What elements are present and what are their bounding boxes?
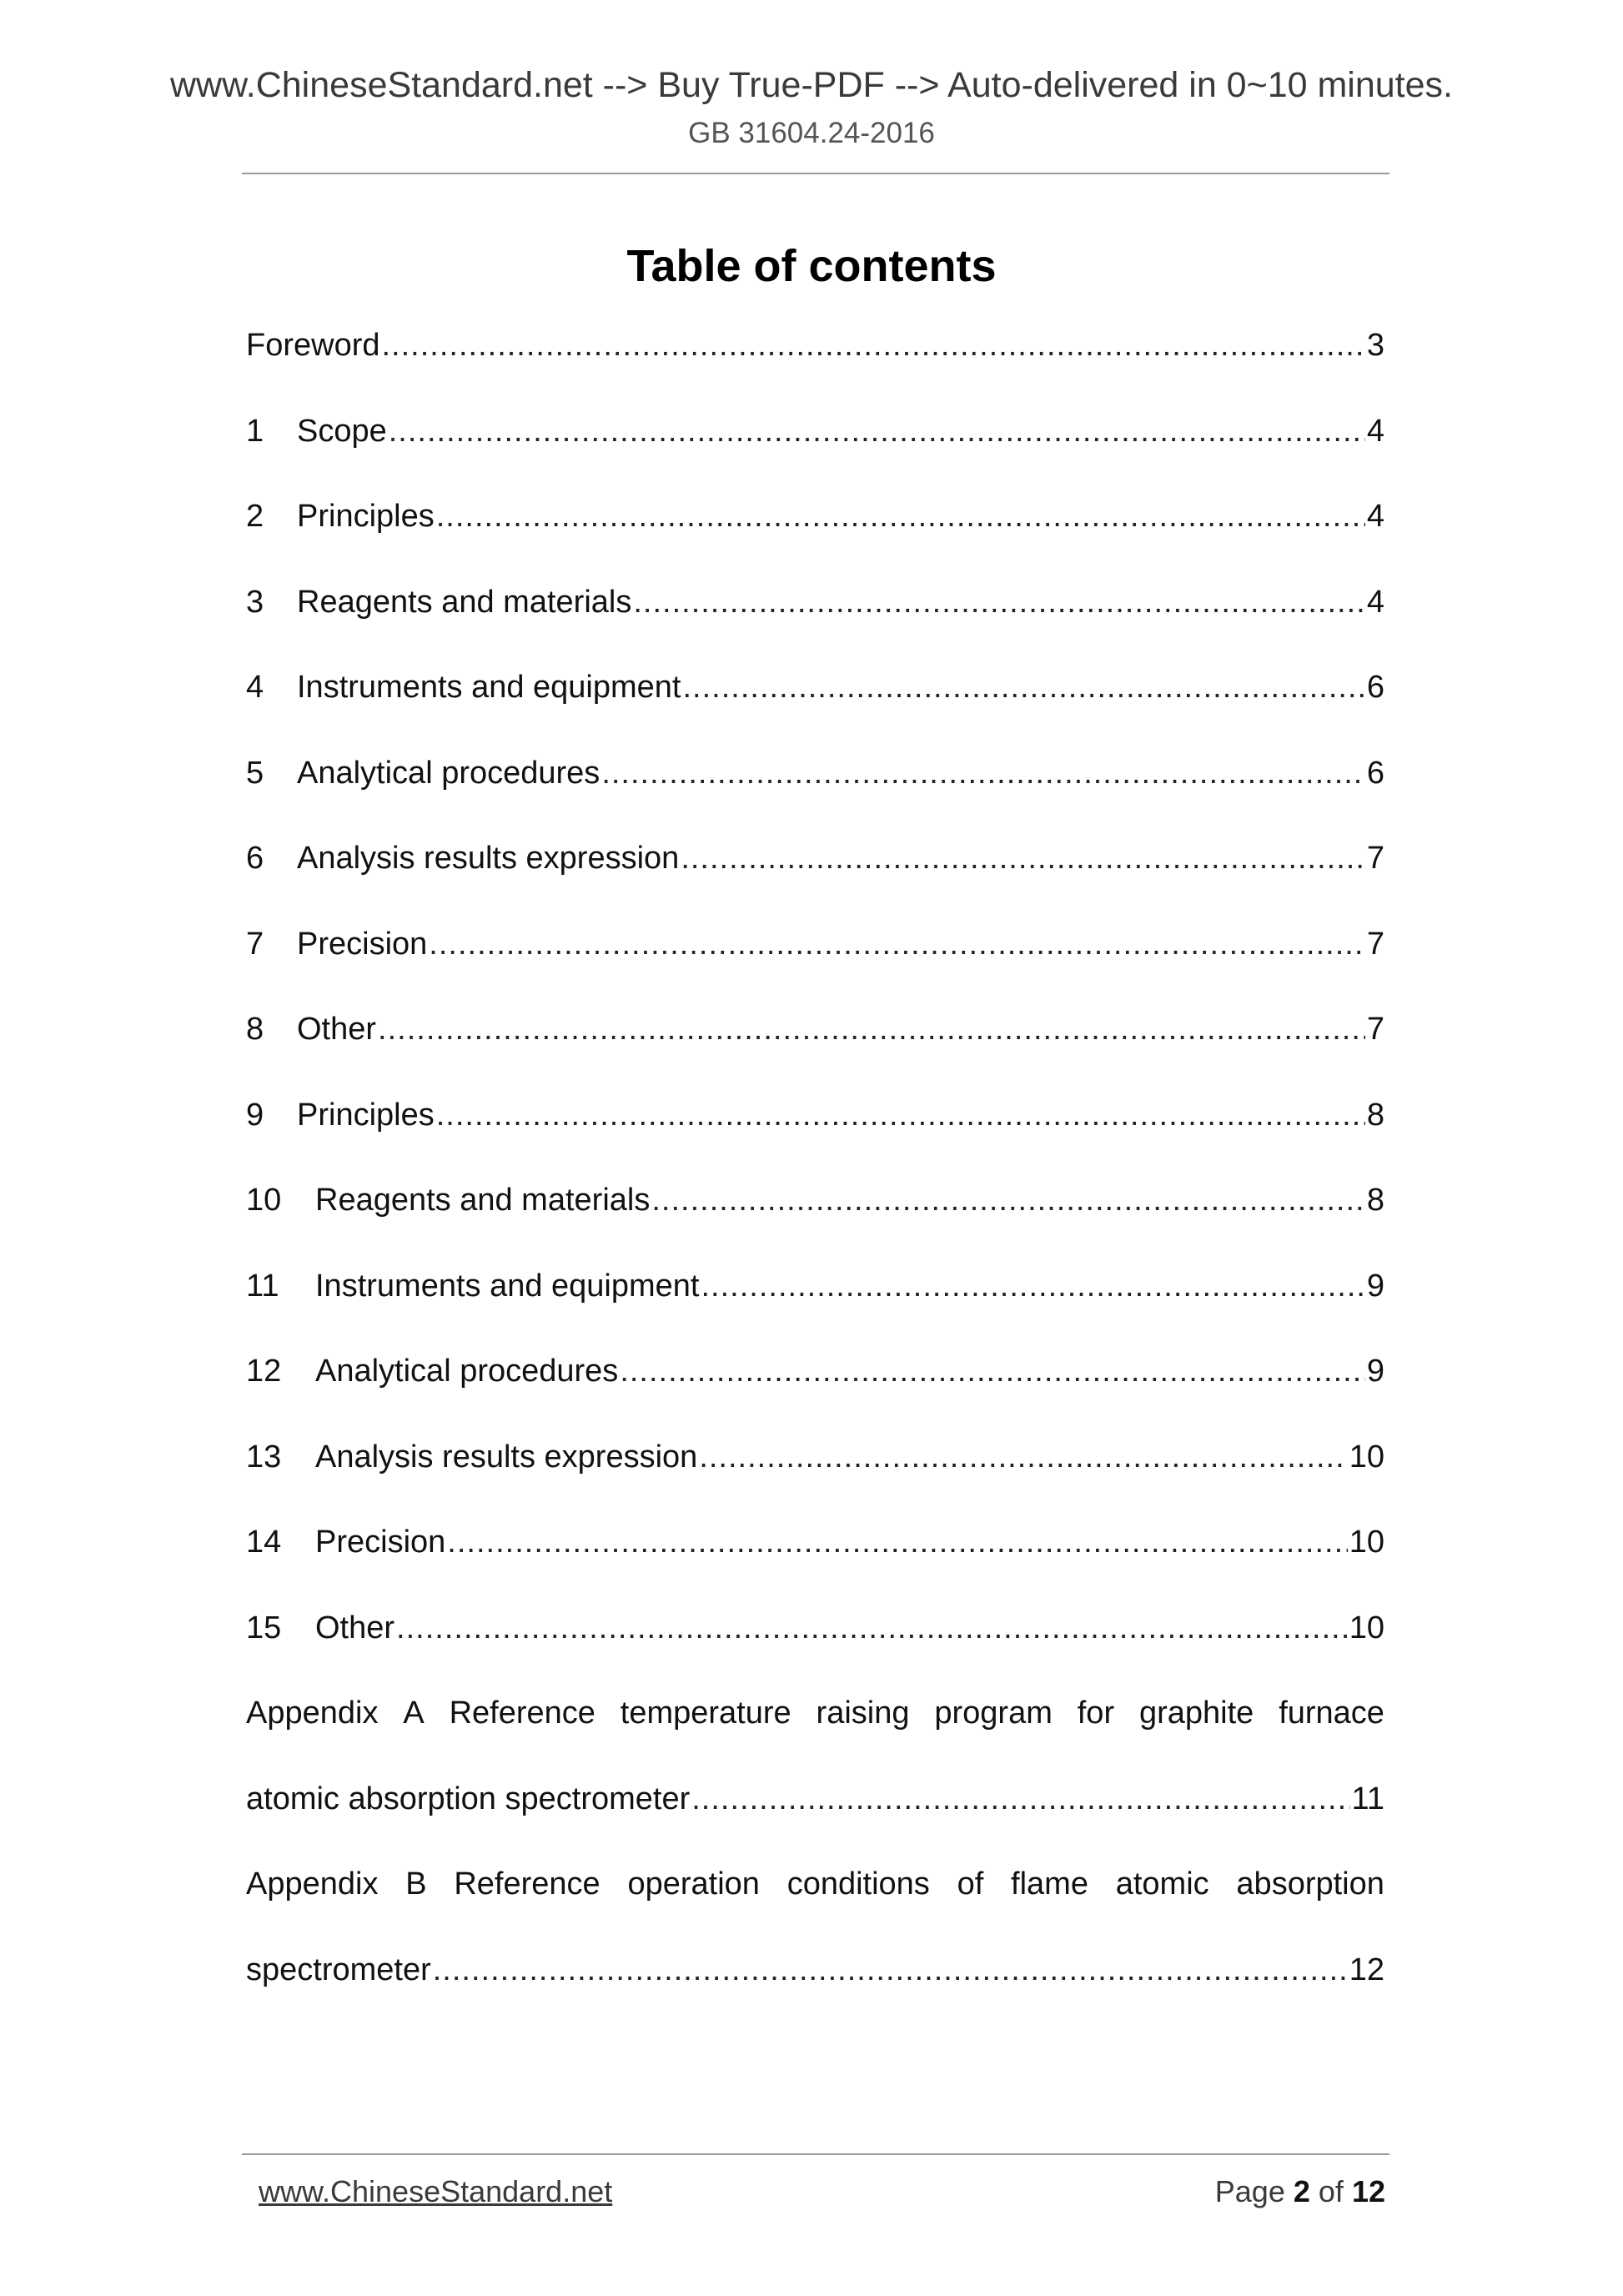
toc-entry-page: 12 <box>1349 1952 1384 1987</box>
toc-entry[interactable] <box>246 1012 1384 1098</box>
toc-entry-label: Reagents and materials <box>315 1183 651 1218</box>
toc-word: temperature <box>620 1696 791 1731</box>
page-total: 12 <box>1351 2174 1385 2208</box>
toc-word: raising <box>816 1696 910 1731</box>
toc-entry-page: 4 <box>1366 413 1384 449</box>
toc-entry-number: 6 <box>246 841 264 876</box>
dot-leader <box>429 927 1365 962</box>
dot-leader <box>681 841 1365 877</box>
toc-entry-label: Precision <box>297 926 428 962</box>
toc-word: atomic <box>1115 1866 1209 1902</box>
toc-entry[interactable] <box>246 1269 1384 1354</box>
dot-leader <box>378 1012 1365 1048</box>
toc-entry-page: 9 <box>1366 1268 1384 1304</box>
toc-word: absorption <box>1236 1866 1384 1902</box>
toc-word: flame <box>1011 1866 1088 1902</box>
toc-entry-page: 6 <box>1366 670 1384 705</box>
toc-entry[interactable] <box>246 1525 1384 1610</box>
toc-entry[interactable] <box>246 670 1384 756</box>
toc-entry-page: 8 <box>1366 1183 1384 1218</box>
toc-entry[interactable] <box>246 414 1384 500</box>
dot-leader <box>633 585 1365 620</box>
dot-leader <box>683 670 1365 706</box>
toc-word: program <box>934 1696 1053 1731</box>
dot-leader <box>691 1781 1349 1817</box>
toc-entry-page: 8 <box>1366 1097 1384 1133</box>
toc-entry-label: Other <box>297 1012 377 1047</box>
toc-entry-number: 5 <box>246 755 264 791</box>
toc-entry-page: 7 <box>1366 1012 1384 1047</box>
toc-word: conditions <box>786 1866 930 1902</box>
toc-entry[interactable] <box>246 1439 1384 1525</box>
dot-leader <box>436 1098 1365 1133</box>
header-banner: www.ChineseStandard.net --> Buy True-PDF --> Auto-delivered in 0~10 minutes. <box>169 65 1453 105</box>
toc-entry-label: Principles <box>297 1097 435 1133</box>
toc-entry-label: Analytical procedures <box>315 1354 619 1389</box>
toc-entry-page: 11 <box>1351 1781 1384 1816</box>
toc-entry-label: Foreword <box>246 328 380 363</box>
dot-leader <box>701 1269 1365 1304</box>
toc-entry-label: Scope <box>297 413 387 449</box>
dot-leader <box>389 414 1365 450</box>
toc-entry-label: Analysis results expression <box>297 841 680 876</box>
footer-website-link[interactable]: www.ChineseStandard.net <box>259 2174 613 2208</box>
toc-entry-page: 7 <box>1366 841 1384 876</box>
toc-word: Reference <box>454 1866 600 1902</box>
toc-entry-label: Instruments and equipment <box>297 670 681 705</box>
toc-entry-appendix-a-line2[interactable] <box>246 1781 1384 1867</box>
table-of-contents <box>246 328 1384 2037</box>
toc-entry-number: 1 <box>246 413 264 449</box>
footer-divider <box>242 2153 1389 2155</box>
toc-word: B <box>405 1866 427 1902</box>
toc-entry[interactable] <box>246 927 1384 1012</box>
toc-entry-label: Precision <box>315 1525 446 1560</box>
toc-entry[interactable] <box>246 585 1384 671</box>
toc-entry-appendix-b-line2[interactable] <box>246 1952 1384 2038</box>
toc-entry-foreword[interactable] <box>246 328 1384 414</box>
toc-entry-number: 4 <box>246 670 264 705</box>
toc-entry-page: 4 <box>1366 499 1384 534</box>
toc-entry[interactable] <box>246 756 1384 842</box>
toc-entry-number: 8 <box>246 1012 264 1047</box>
toc-word: graphite <box>1138 1696 1254 1731</box>
page-indicator <box>1215 2174 1385 2209</box>
toc-entry-label: Reagents and materials <box>297 584 632 620</box>
toc-entry[interactable] <box>246 1610 1384 1696</box>
toc-entry-appendix-b-line1[interactable] <box>246 1866 1384 1952</box>
toc-entry-page: 7 <box>1366 926 1384 962</box>
dot-leader <box>651 1183 1365 1218</box>
toc-entry[interactable] <box>246 1183 1384 1269</box>
toc-entry[interactable] <box>246 1098 1384 1183</box>
toc-entry-label: Analytical procedures <box>297 755 600 791</box>
toc-entry[interactable] <box>246 499 1384 585</box>
toc-word: Appendix <box>246 1696 379 1731</box>
toc-entry-label: atomic absorption spectrometer <box>246 1781 691 1816</box>
toc-entry-label: Principles <box>297 499 435 534</box>
toc-entry-page: 10 <box>1349 1439 1384 1475</box>
toc-entry-page: 3 <box>1366 328 1384 363</box>
toc-entry-number: 7 <box>246 926 264 962</box>
toc-word: of <box>957 1866 984 1902</box>
toc-entry-page: 10 <box>1349 1525 1384 1560</box>
toc-entry-number: 10 <box>246 1183 282 1218</box>
dot-leader <box>699 1439 1347 1475</box>
page-prefix: Page <box>1214 2174 1285 2208</box>
standard-number: GB 31604.24-2016 <box>688 117 935 149</box>
toc-word: Appendix <box>246 1866 379 1902</box>
toc-entry-label: Other <box>315 1610 395 1645</box>
toc-word: A <box>403 1696 425 1731</box>
page-current: 2 <box>1293 2174 1310 2208</box>
toc-entry-label: spectrometer <box>246 1952 431 1987</box>
toc-entry-page: 4 <box>1366 584 1384 620</box>
toc-entry-page: 9 <box>1366 1354 1384 1389</box>
page-of: of <box>1318 2174 1344 2208</box>
toc-entry-number: 9 <box>246 1097 264 1133</box>
toc-entry-number: 14 <box>246 1525 282 1560</box>
dot-leader <box>447 1525 1347 1560</box>
dot-leader <box>620 1354 1365 1389</box>
toc-entry-label: Analysis results expression <box>315 1439 698 1475</box>
toc-entry-appendix-a-line1[interactable] <box>246 1696 1384 1781</box>
toc-word: for <box>1077 1696 1115 1731</box>
toc-entry-number: 2 <box>246 499 264 534</box>
toc-entry-number: 3 <box>246 584 264 620</box>
toc-entry-page: 10 <box>1349 1610 1384 1645</box>
toc-entry[interactable] <box>246 841 1384 927</box>
toc-word: Reference <box>449 1696 595 1731</box>
dot-leader <box>382 328 1365 364</box>
toc-entry-page: 6 <box>1366 755 1384 791</box>
toc-entry-number: 12 <box>246 1354 282 1389</box>
dot-leader <box>601 756 1365 791</box>
page-title: Table of contents <box>626 241 997 291</box>
dot-leader <box>396 1610 1348 1646</box>
toc-entry-number: 13 <box>246 1439 282 1475</box>
toc-entry-number: 15 <box>246 1610 282 1645</box>
dot-leader <box>436 499 1365 535</box>
dot-leader <box>433 1952 1348 1988</box>
toc-word: furnace <box>1279 1696 1384 1731</box>
header-divider <box>242 173 1389 174</box>
toc-entry-number: 11 <box>246 1268 279 1304</box>
toc-word: operation <box>627 1866 760 1902</box>
toc-entry[interactable] <box>246 1354 1384 1439</box>
toc-entry-label: Instruments and equipment <box>315 1268 700 1304</box>
